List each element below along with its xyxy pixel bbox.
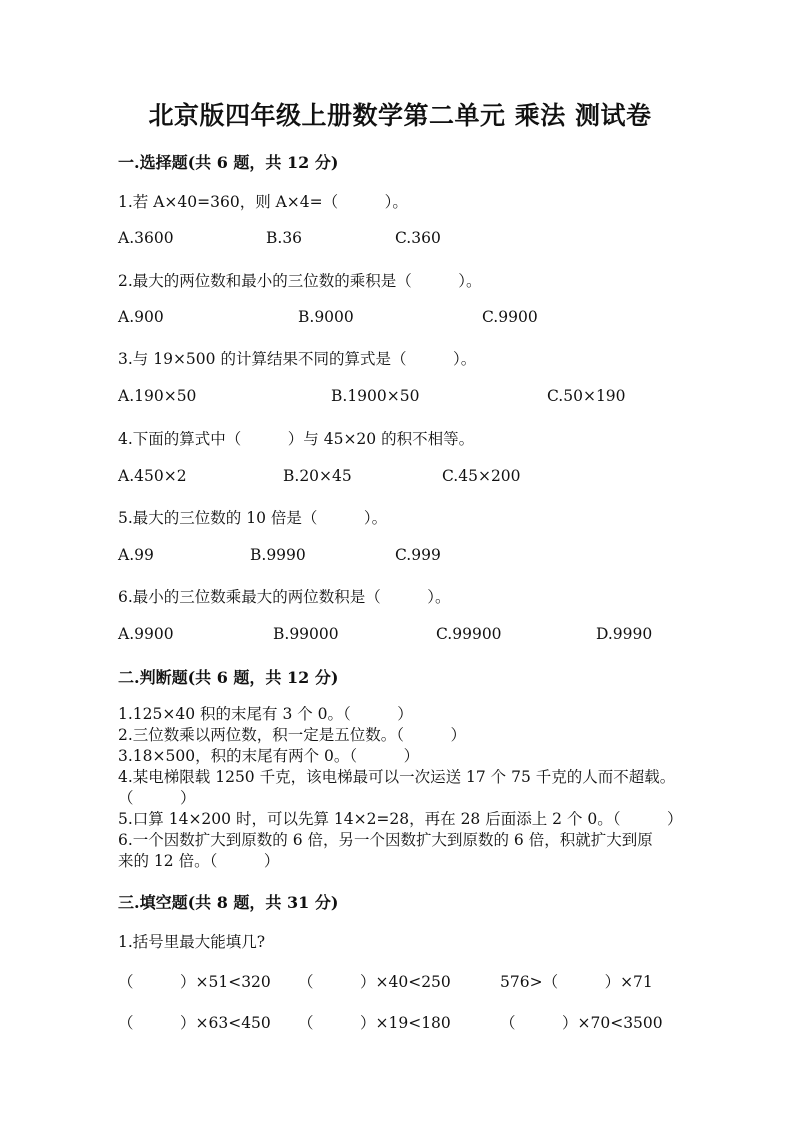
choice-option: A.900 — [118, 308, 164, 326]
choice-option: B.20×45 — [283, 467, 352, 485]
choice-option: C.50×190 — [547, 387, 626, 405]
judge-line: 来的 12 倍。（ ） — [118, 852, 280, 870]
judge-line: 1.125×40 积的末尾有 3 个 0。（ ） — [118, 705, 413, 723]
fill-expression: （ ）×63<450 — [118, 1014, 271, 1032]
choice-option: A.99 — [118, 546, 154, 564]
choice-option: A.190×50 — [118, 387, 197, 405]
judge-line: （ ） — [118, 789, 196, 807]
section-heading-judge: 二.判断题(共 6 题，共 12 分) — [118, 668, 339, 687]
fill-expression: 576>（ ）×71 — [500, 973, 653, 991]
section-heading-fill: 三.填空题(共 8 题，共 31 分) — [118, 893, 339, 912]
choice-question-2: 2.最大的两位数和最小的三位数的乘积是（ ）。 — [118, 272, 482, 290]
choice-question-4: 4.下面的算式中（ ）与 45×20 的积不相等。 — [118, 430, 475, 448]
judge-line: 3.18×500，积的末尾有两个 0。（ ） — [118, 747, 420, 765]
judge-line: 6.一个因数扩大到原数的 6 倍，另一个因数扩大到原数的 6 倍，积就扩大到原 — [118, 831, 653, 849]
choice-option: A.450×2 — [118, 467, 187, 485]
choice-option: D.9990 — [596, 625, 653, 643]
choice-option: C.99900 — [436, 625, 502, 643]
fill-expression: （ ）×19<180 — [298, 1014, 451, 1032]
choice-option: B.9990 — [250, 546, 306, 564]
choice-question-3: 3.与 19×500 的计算结果不同的算式是（ ）。 — [118, 350, 477, 368]
choice-option: C.360 — [395, 229, 441, 247]
choice-option: B.99000 — [273, 625, 339, 643]
choice-option: B.1900×50 — [331, 387, 420, 405]
fill-expression: （ ）×70<3500 — [500, 1014, 663, 1032]
judge-line: 5.口算 14×200 时，可以先算 14×2=28，再在 28 后面添上 2 个 0。（ ） — [118, 810, 683, 828]
choice-option: C.9900 — [482, 308, 538, 326]
page-title: 北京版四年级上册数学第二单元 乘法 测试卷 — [148, 101, 652, 130]
section-heading-choice: 一.选择题(共 6 题，共 12 分) — [118, 153, 339, 172]
fill-expression: （ ）×51<320 — [118, 973, 271, 991]
judge-line: 4.某电梯限载 1250 千克，该电梯最可以一次运送 17 个 75 千克的人而不超载。 — [118, 768, 676, 786]
judge-line: 2.三位数乘以两位数，积一定是五位数。（ ） — [118, 726, 467, 744]
fill-expression: （ ）×40<250 — [298, 973, 451, 991]
choice-option: A.9900 — [118, 625, 174, 643]
choice-option: B.36 — [266, 229, 303, 247]
choice-option: C.999 — [395, 546, 441, 564]
choice-question-6: 6.最小的三位数乘最大的两位数积是（ ）。 — [118, 588, 451, 606]
choice-question-5: 5.最大的三位数的 10 倍是（ ）。 — [118, 509, 388, 527]
choice-option: C.45×200 — [442, 467, 521, 485]
choice-question-1: 1.若 A×40=360，则 A×4=（ ）。 — [118, 193, 408, 211]
fill-question-1: 1.括号里最大能填几? — [118, 933, 266, 951]
choice-option: A.3600 — [118, 229, 174, 247]
choice-option: B.9000 — [298, 308, 354, 326]
